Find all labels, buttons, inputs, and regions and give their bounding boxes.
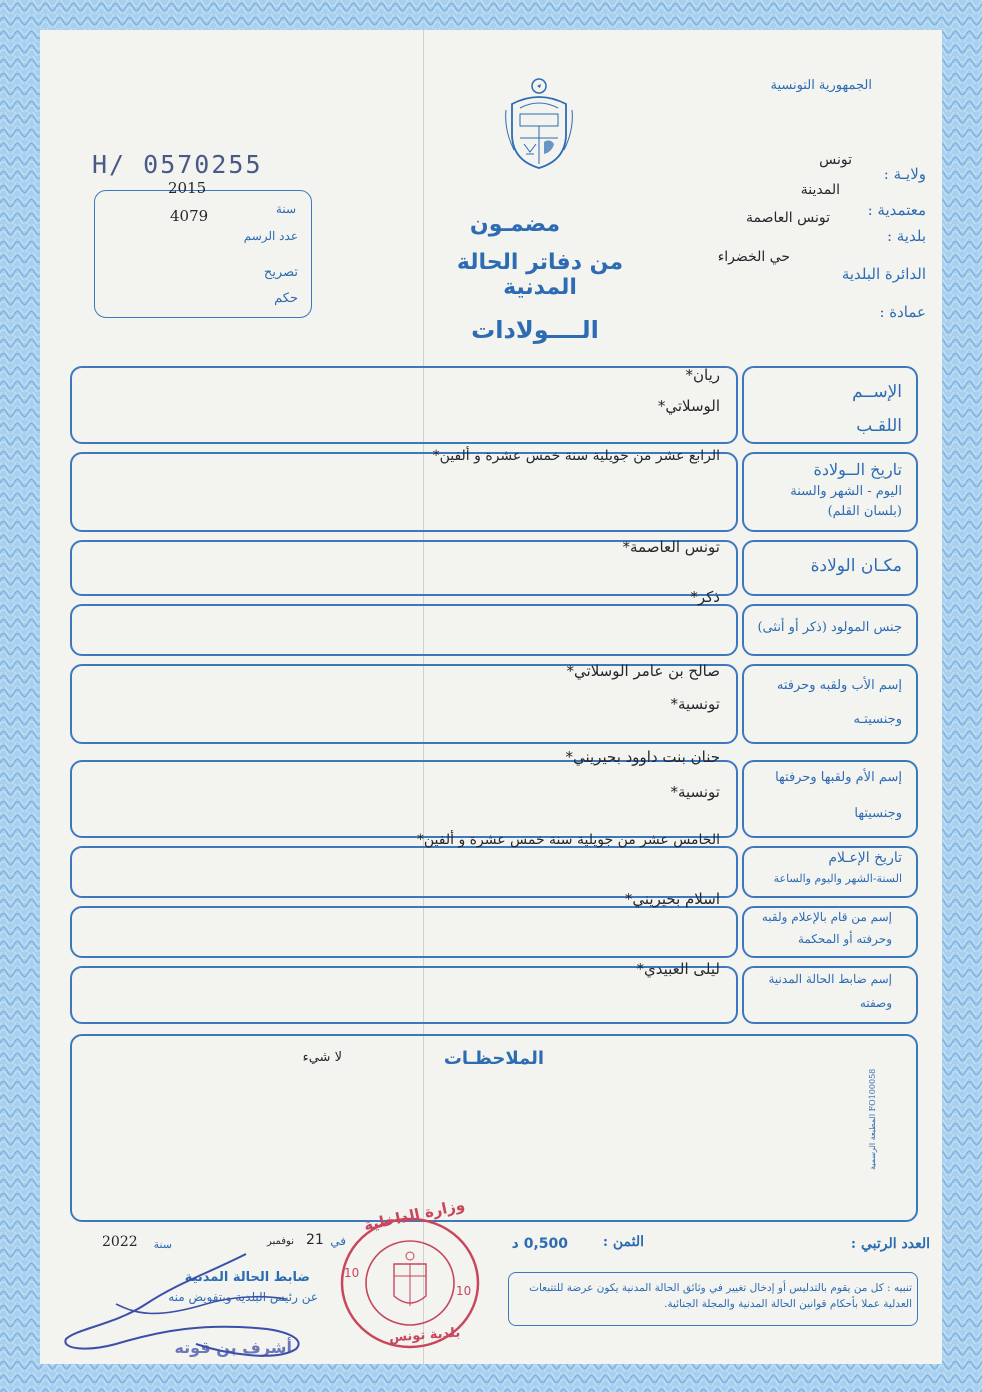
notice-text: تنبيه : كل من يقوم بالتدليس أو إدخال تغيير في وثائق الحالة المدنية يكون عرضة للتتبعات العدلية عملا بأحكام قوانين الحالة المدنية والمجلة الجنائية.: [529, 1282, 912, 1311]
declarant-value: اسلام بحيريني*: [624, 890, 720, 908]
ref-declaration-label: تصريح: [263, 265, 298, 280]
remarks-label: الملاحظـات: [443, 1048, 544, 1069]
father-label: إسم الأب ولقبه وحرفته: [776, 678, 902, 693]
row-declarant-value-box: [70, 906, 738, 958]
ref-number-label: عدد الرسم: [243, 229, 298, 243]
serial-rank-label: العدد الرتبي :: [850, 1236, 930, 1252]
mother-nationality-label: وجنسيتها: [854, 806, 902, 821]
issue-date-month: نوفمبر: [266, 1236, 294, 1247]
wilaya-value: تونس: [819, 152, 852, 168]
row-mother-value-box: [70, 760, 738, 838]
declaration-date-label: تاريخ الإعـلام: [828, 850, 902, 866]
printer-mark: المطبعة الرسمية FO100058: [868, 1068, 877, 1170]
baladia-value: تونس العاصمة: [746, 210, 830, 226]
stamp-ministry: وزارة الداخلية: [362, 1195, 467, 1235]
title-registers: من دفاتر الحالة المدنية: [456, 250, 624, 300]
mother-nationality-value: تونسية*: [670, 783, 720, 801]
imada-label: عمادة :: [879, 303, 926, 321]
moutamadia-label: معتمدية :: [867, 201, 926, 219]
row-name-value-box: [70, 366, 738, 444]
father-nationality-value: تونسية*: [670, 695, 720, 713]
baladia-label: بلدية :: [886, 227, 926, 245]
wilaya-label: ولايـة :: [883, 165, 926, 183]
birthdate-sublabel: اليوم - الشهر والسنة: [790, 484, 902, 499]
price-value: 0,500 د: [511, 1236, 568, 1252]
issue-year-value: 2022: [102, 1234, 138, 1250]
ref-judgment-label: حكم: [274, 291, 298, 306]
officer-value: ليلى العبيدي*: [636, 960, 720, 978]
stamp-municipality: بلدية تونس: [388, 1325, 461, 1346]
row-father-label-box: [742, 664, 918, 744]
daira-label: الدائرة البلدية: [841, 265, 926, 283]
row-birthdate-value-box: [70, 452, 738, 532]
issue-year-label: سنة: [153, 1238, 172, 1251]
sex-value: ذكر*: [690, 588, 720, 606]
officer-name-stamp: أشرف بن قوته: [174, 1338, 292, 1357]
daira-value: حي الخضراء: [717, 249, 790, 265]
mother-value: حنان بنت داوود بحيريني*: [565, 748, 720, 766]
price-label: الثمن :: [602, 1234, 644, 1250]
officer-label: إسم ضابط الحالة المدنية: [768, 972, 892, 986]
officer-delegation: عن رئيس البلدية وبتفويض منه: [168, 1290, 318, 1304]
birthdate-label: تاريخ الــولادة: [813, 460, 902, 479]
mother-label: إسم الأم ولقبها وحرفتها: [775, 770, 902, 785]
stamp-number-right: 10: [456, 1284, 472, 1298]
father-value: صالح بن عامر الوسلاتي*: [566, 662, 720, 680]
ref-year-label: سنة: [275, 202, 296, 216]
officer-sublabel: وصفته: [859, 996, 892, 1010]
signature: [56, 1244, 356, 1374]
stamp-number-left: 10: [344, 1266, 360, 1280]
declaration-date-sublabel: السنة-الشهر واليوم والساعة: [773, 872, 902, 885]
ref-number-value: 4079: [170, 207, 209, 225]
officer-title: ضابط الحالة المدنية: [184, 1270, 310, 1285]
republic-label: الجمهورية التونسية: [770, 78, 872, 93]
serial-number: H/ 0570255: [92, 150, 263, 179]
birthplace-label: مكـان الولادة: [810, 556, 902, 576]
declarant-sublabel: وحرفته أو المحكمة: [797, 932, 892, 946]
birthdate-value: الرابع عشر من جويلية سنة خمس عشرة و ألفين*: [432, 448, 720, 464]
sex-label: جنس المولود (ذكر أو أنثى): [757, 620, 902, 635]
first-name-value: ريان*: [685, 366, 720, 384]
coat-of-arms-icon: [502, 76, 576, 172]
title-births: الــــولادات: [471, 316, 599, 344]
father-nationality-label: وجنسيتـه: [853, 712, 902, 727]
title-summary: مضمـون: [469, 212, 561, 237]
ref-year-value: 2015: [168, 179, 207, 197]
declarant-label: إسم من قام بالإعلام ولقبه: [761, 910, 892, 924]
surname-value: الوسلاتي*: [657, 397, 720, 415]
declaration-date-value: الخامس عشر من جويلية سنة خمس عشرة و ألفين*: [416, 832, 720, 848]
issue-date-day: 21: [306, 1232, 324, 1248]
remarks-value: لا شيء: [302, 1050, 342, 1065]
moutamadia-value: المدينة: [800, 182, 840, 198]
issue-date-prefix: في: [330, 1234, 346, 1248]
row-sex-value-box: [70, 604, 738, 656]
first-name-label: الإســم: [852, 382, 902, 402]
surname-label: اللقـب: [856, 416, 902, 436]
birthplace-value: تونس العاصمة*: [622, 538, 720, 556]
birthdate-pen-label: (بلسان القلم): [827, 504, 902, 519]
